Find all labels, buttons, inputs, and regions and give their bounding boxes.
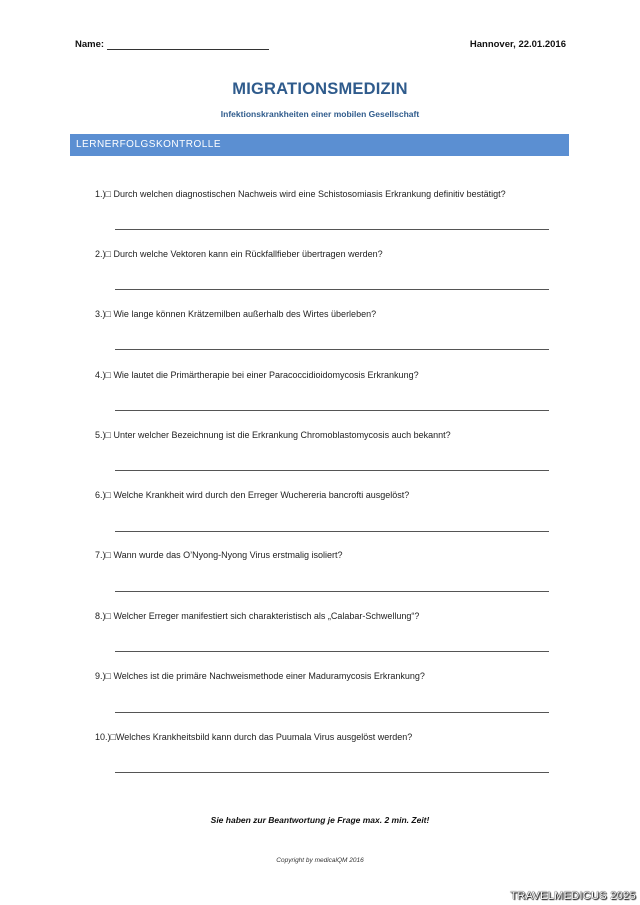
answer-line-6[interactable] bbox=[115, 531, 549, 532]
copyright-footer: Copyright by medicalQM 2016 bbox=[276, 857, 364, 864]
document-subtitle: Infektionskrankheiten einer mobilen Gesellschaft bbox=[220, 109, 420, 119]
name-label: Name: bbox=[75, 39, 105, 50]
answer-line-10[interactable] bbox=[115, 772, 549, 773]
question-9: 9.)□ Welches ist die primäre Nachweismethode einer Maduramycosis Erkrankung? bbox=[95, 671, 425, 681]
question-2: 2.)□ Durch welche Vektoren kann ein Rückfallfieber übertragen werden? bbox=[95, 249, 383, 259]
question-3: 3.)□ Wie lange können Krätzemilben außerhalb des Wirtes überleben? bbox=[95, 309, 377, 319]
time-notice: Sie haben zur Beantwortung je Frage max. 2 min. Zeit! bbox=[210, 815, 430, 825]
answer-line-7[interactable] bbox=[115, 591, 549, 592]
document-title: MIGRATIONSMEDIZIN bbox=[232, 80, 408, 98]
watermark: TRAVELMEDICUS 2025 bbox=[510, 890, 636, 902]
question-1: 1.)□ Durch welchen diagnostischen Nachweis wird eine Schistosomiasis Erkrankung definitiv bestätigt? bbox=[95, 189, 506, 199]
question-10: 10.)□Welches Krankheitsbild kann durch das Puumala Virus ausgelöst werden? bbox=[95, 732, 413, 742]
question-7: 7.)□ Wann wurde das O’Nyong-Nyong Virus erstmalig isoliert? bbox=[95, 550, 343, 560]
question-8: 8.)□ Welcher Erreger manifestiert sich charakteristisch als „Calabar-Schwellung“? bbox=[95, 611, 420, 621]
question-5: 5.)□ Unter welcher Bezeichnung ist die Erkrankung Chromoblastomycosis auch bekannt? bbox=[95, 430, 451, 440]
question-4: 4.)□ Wie lautet die Primärtherapie bei einer Paracoccidioidomycosis Erkrankung? bbox=[95, 370, 419, 380]
answer-line-5[interactable] bbox=[115, 470, 549, 471]
answer-line-2[interactable] bbox=[115, 289, 549, 290]
answer-line-8[interactable] bbox=[115, 651, 549, 652]
section-banner: LERNERFOLGSKONTROLLE bbox=[70, 134, 569, 156]
question-6: 6.)□ Welche Krankheit wird durch den Erreger Wuchereria bancrofti ausgelöst? bbox=[95, 490, 410, 500]
answer-line-3[interactable] bbox=[115, 349, 549, 350]
document-header bbox=[75, 39, 566, 53]
answer-line-1[interactable] bbox=[115, 229, 549, 230]
answer-line-4[interactable] bbox=[115, 410, 549, 411]
name-field-line[interactable] bbox=[107, 49, 269, 50]
answer-line-9[interactable] bbox=[115, 712, 549, 713]
place-date: Hannover, 22.01.2016 bbox=[469, 39, 566, 50]
